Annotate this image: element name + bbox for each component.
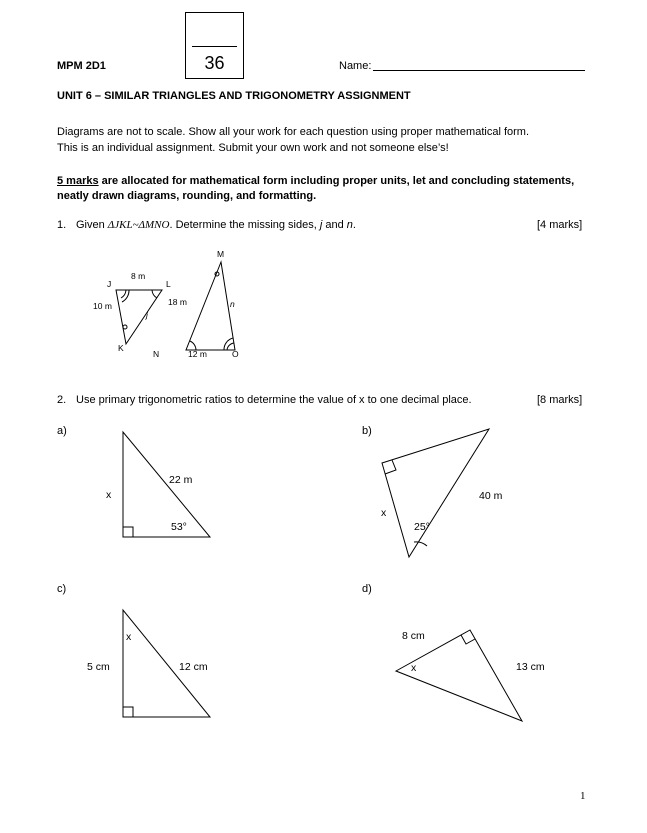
label-side-mn: 18 m xyxy=(168,297,187,307)
instructions-line-2: This is an individual assignment. Submit your own work and not someone else’s! xyxy=(57,142,449,154)
course-code: MPM 2D1 xyxy=(57,60,106,72)
q1-text-before: Given xyxy=(76,219,108,231)
angle-mark-l xyxy=(152,290,157,298)
marks-note-emphasis: 5 marks xyxy=(57,175,99,187)
triangle-mno xyxy=(186,262,235,350)
label-side-j: j xyxy=(146,310,148,320)
label-side-no: 12 m xyxy=(188,349,207,359)
q1-var-n: n xyxy=(346,219,353,231)
angle-mark-k xyxy=(123,325,127,329)
label-O: O xyxy=(232,349,239,359)
q2b-x-label: x xyxy=(381,507,387,519)
label-L: L xyxy=(166,279,171,289)
q1-similarity: ΔJKL~ΔMNO xyxy=(107,219,170,231)
label-M: M xyxy=(217,249,225,259)
page-number: 1 xyxy=(580,790,586,802)
name-label: Name: xyxy=(339,60,372,72)
marks-note-rest: are allocated for mathematical form including proper units, let and concluding statements, xyxy=(98,175,575,187)
q2-marks: [8 marks] xyxy=(537,394,583,406)
q1-var-j: j xyxy=(319,219,323,231)
label-side-jk: 10 m xyxy=(93,301,112,311)
q1-number: 1. xyxy=(57,219,67,231)
q2b-angle-label: 25° xyxy=(414,521,430,533)
q2d-side-right-label: 13 cm xyxy=(516,661,545,673)
q2c-side-hyp-label: 12 cm xyxy=(179,661,208,673)
label-side-n: n xyxy=(230,299,235,309)
instructions-line-1: Diagrams are not to scale. Show all your work for each question using proper mathematical form. xyxy=(57,126,529,138)
q1-period: . xyxy=(352,219,356,231)
marks-note-line-2: neatly drawn diagrams, rounding, and formatting. xyxy=(57,190,317,202)
label-K: K xyxy=(118,343,124,353)
label-N: N xyxy=(153,349,160,359)
q2a-x-label: x xyxy=(106,489,112,501)
triangle-jkl xyxy=(116,290,162,344)
q2a-angle-label: 53° xyxy=(171,521,187,533)
right-angle-2c xyxy=(123,707,133,717)
q2d-side-top-label: 8 cm xyxy=(402,630,425,642)
q2a-label: a) xyxy=(57,425,67,437)
score-value: 36 xyxy=(204,53,225,73)
triangle-2b xyxy=(382,429,489,557)
triangle-2d xyxy=(396,630,522,721)
right-angle-2d xyxy=(461,635,475,644)
right-angle-2a xyxy=(123,527,133,537)
q2c-side-left-label: 5 cm xyxy=(87,661,110,673)
q1-text-after: . Determine the missing sides, xyxy=(169,219,320,231)
q2-number: 2. xyxy=(57,394,67,406)
q2d-label: d) xyxy=(362,583,372,595)
right-angle-2b xyxy=(385,460,396,474)
label-side-jl: 8 m xyxy=(131,271,146,281)
q2c-x-label: x xyxy=(126,631,132,643)
q2a-side-label: 22 m xyxy=(169,474,193,486)
q2d-x-label: x xyxy=(411,662,417,674)
q1-marks: [4 marks] xyxy=(537,219,583,231)
assignment-title: UNIT 6 – SIMILAR TRIANGLES AND TRIGONOMETRY ASSIGNMENT xyxy=(57,90,411,102)
q2c-label: c) xyxy=(57,583,67,595)
label-J: J xyxy=(107,279,112,289)
q2b-label: b) xyxy=(362,425,372,437)
triangle-2a xyxy=(123,432,210,537)
q2-text: Use primary trigonometric ratios to determine the value of x to one decimal place. xyxy=(76,394,472,406)
q2b-side-label: 40 m xyxy=(479,490,503,502)
angle-mark-j-1 xyxy=(121,290,126,298)
q1-and: and xyxy=(322,219,347,231)
